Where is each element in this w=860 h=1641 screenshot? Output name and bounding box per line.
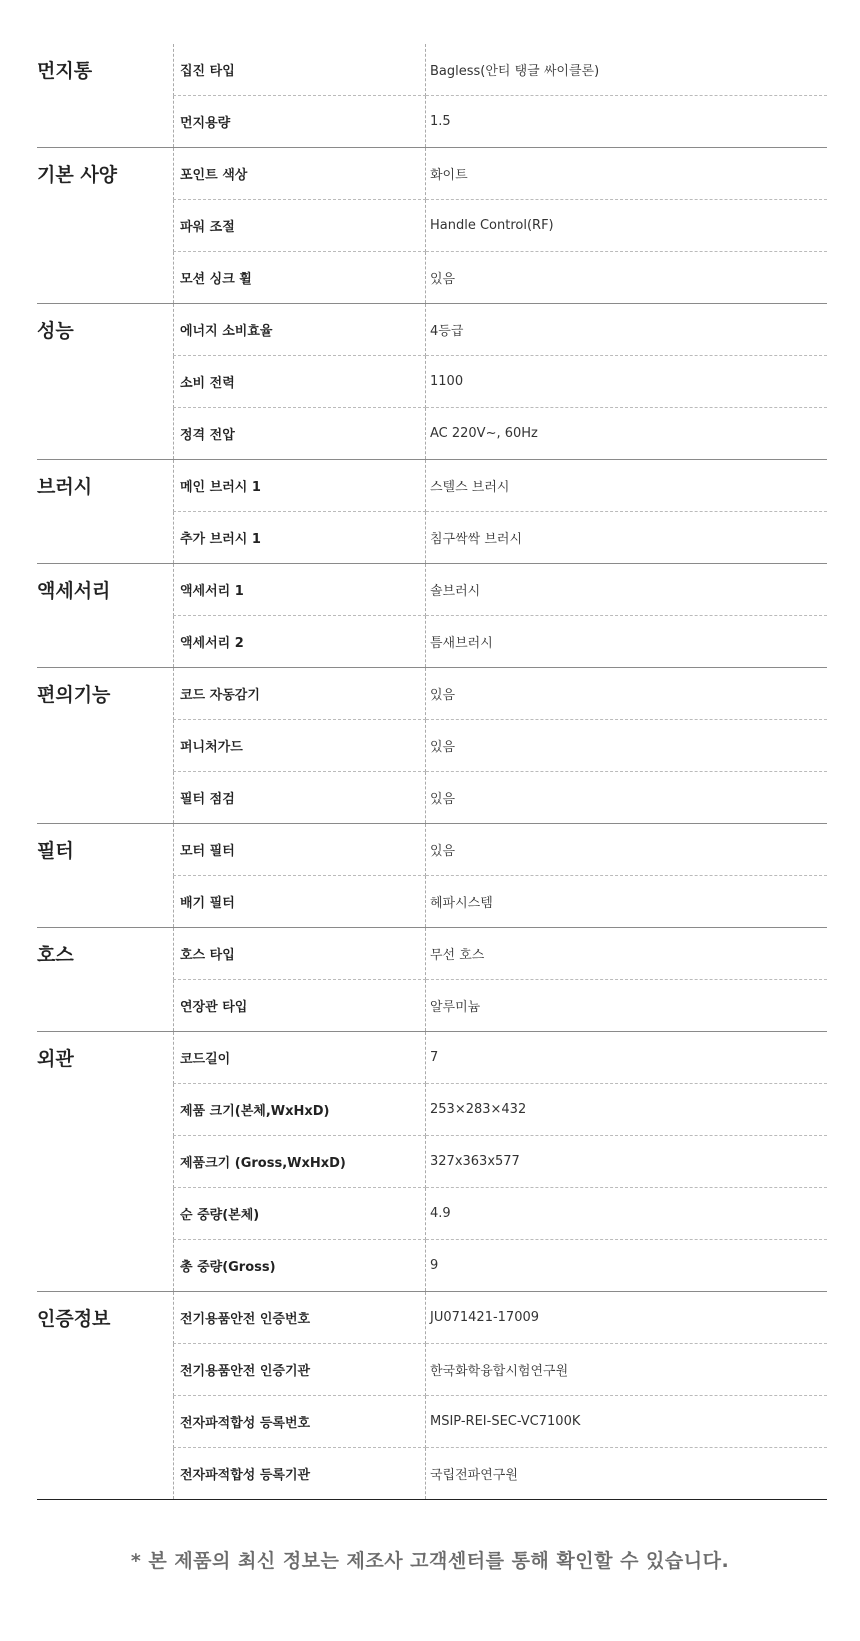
spec-label: 전기용품안전 인증기관 [174,1344,426,1396]
spec-row [37,824,827,876]
spec-value: 있음 [430,272,456,287]
spec-label: 배기 필터 [174,876,426,928]
spec-value: 국립전파연구원 [430,1468,518,1483]
spec-group [37,928,827,1032]
spec-label: 먼지용량 [174,96,426,148]
spec-row [37,564,827,616]
spec-value: 있음 [426,824,828,876]
spec-label: 연장관 타입 [174,980,426,1032]
category-label: 인증정보 [37,1308,111,1330]
spec-row [37,460,827,512]
spec-label: 전자파적합성 등록기관 [174,1448,426,1500]
spec-row [37,44,827,96]
spec-label: 코드 자동감기 [174,668,426,720]
category-label: 편의기능 [37,684,111,706]
spec-label: 에너지 소비효율 [174,304,426,356]
spec-row [37,148,827,200]
spec-group [37,668,827,824]
spec-label: 소비 전력 [174,356,426,408]
spec-value: 있음 [426,720,828,772]
spec-value: 327x363x577 [426,1136,828,1188]
spec-group [37,824,827,928]
spec-label: 전기용품안전 인증번호 [174,1292,426,1344]
spec-label: 정격 전압 [174,408,426,460]
spec-row [37,668,827,720]
spec-value: 침구싹싹 브러시 [430,532,523,547]
spec-row [37,304,827,356]
spec-value: 스텔스 브러시 [426,460,828,512]
spec-label: 액세서리 1 [174,564,426,616]
spec-value: 있음 [430,792,456,807]
spec-row [37,1292,827,1344]
spec-value: 1.5 [430,114,451,129]
spec-table [37,44,827,1500]
spec-value: MSIP-REI-SEC-VC7100K [426,1396,828,1448]
category-label: 필터 [37,840,74,862]
spec-value: 틈새브러시 [430,636,493,651]
spec-group [37,1292,827,1500]
spec-label: 필터 점검 [174,772,426,824]
spec-group [37,564,827,668]
spec-group [37,44,827,148]
category-label: 먼지통 [37,60,93,82]
spec-label: 모션 싱크 휠 [174,252,426,304]
spec-value: JU071421-17009 [426,1292,828,1344]
spec-label: 제품크기 (Gross,WxHxD) [174,1136,426,1188]
spec-value: 한국화학융합시험연구원 [426,1344,828,1396]
spec-value: 4.9 [426,1188,828,1240]
spec-group [37,460,827,564]
spec-value: 1100 [426,356,828,408]
category-label: 호스 [37,944,74,966]
spec-label: 집진 타입 [174,44,426,96]
spec-value: Handle Control(RF) [426,200,828,252]
spec-group [37,304,827,460]
spec-value: 솔브러시 [426,564,828,616]
spec-label: 액세서리 2 [174,616,426,668]
spec-value: Bagless(안티 탱글 싸이클론) [426,44,828,96]
spec-value: 253×283×432 [426,1084,828,1136]
spec-label: 퍼니처가드 [174,720,426,772]
spec-label: 호스 타입 [174,928,426,980]
spec-label: 파워 조절 [174,200,426,252]
category-label: 액세서리 [37,580,111,602]
spec-value: 7 [426,1032,828,1084]
spec-label: 메인 브러시 1 [174,460,426,512]
spec-label: 코드길이 [174,1032,426,1084]
spec-value: 화이트 [426,148,828,200]
category-label: 기본 사양 [37,164,118,186]
spec-value: 9 [430,1258,439,1273]
spec-label: 추가 브러시 1 [174,512,426,564]
spec-row [37,928,827,980]
category-label: 성능 [37,320,74,342]
category-label: 브러시 [37,476,93,498]
spec-label: 제품 크기(본체,WxHxD) [174,1084,426,1136]
spec-group [37,148,827,304]
spec-label: 포인트 색상 [174,148,426,200]
spec-label: 모터 필터 [174,824,426,876]
footer-note: * 본 제품의 최신 정보는 제조사 고객센터를 통해 확인할 수 있습니다. [130,1550,730,1572]
spec-value: 알루미늄 [430,1000,481,1015]
spec-label: 총 중량(Gross) [174,1240,426,1292]
spec-label: 전자파적합성 등록번호 [174,1396,426,1448]
spec-row [37,1032,827,1084]
category-label: 외관 [37,1048,74,1070]
spec-value: AC 220V~, 60Hz [430,426,538,441]
spec-value: 헤파시스템 [430,896,493,911]
spec-label: 순 중량(본체) [174,1188,426,1240]
spec-value: 4등급 [426,304,828,356]
spec-value: 무선 호스 [426,928,828,980]
spec-group [37,1032,827,1292]
spec-value: 있음 [426,668,828,720]
